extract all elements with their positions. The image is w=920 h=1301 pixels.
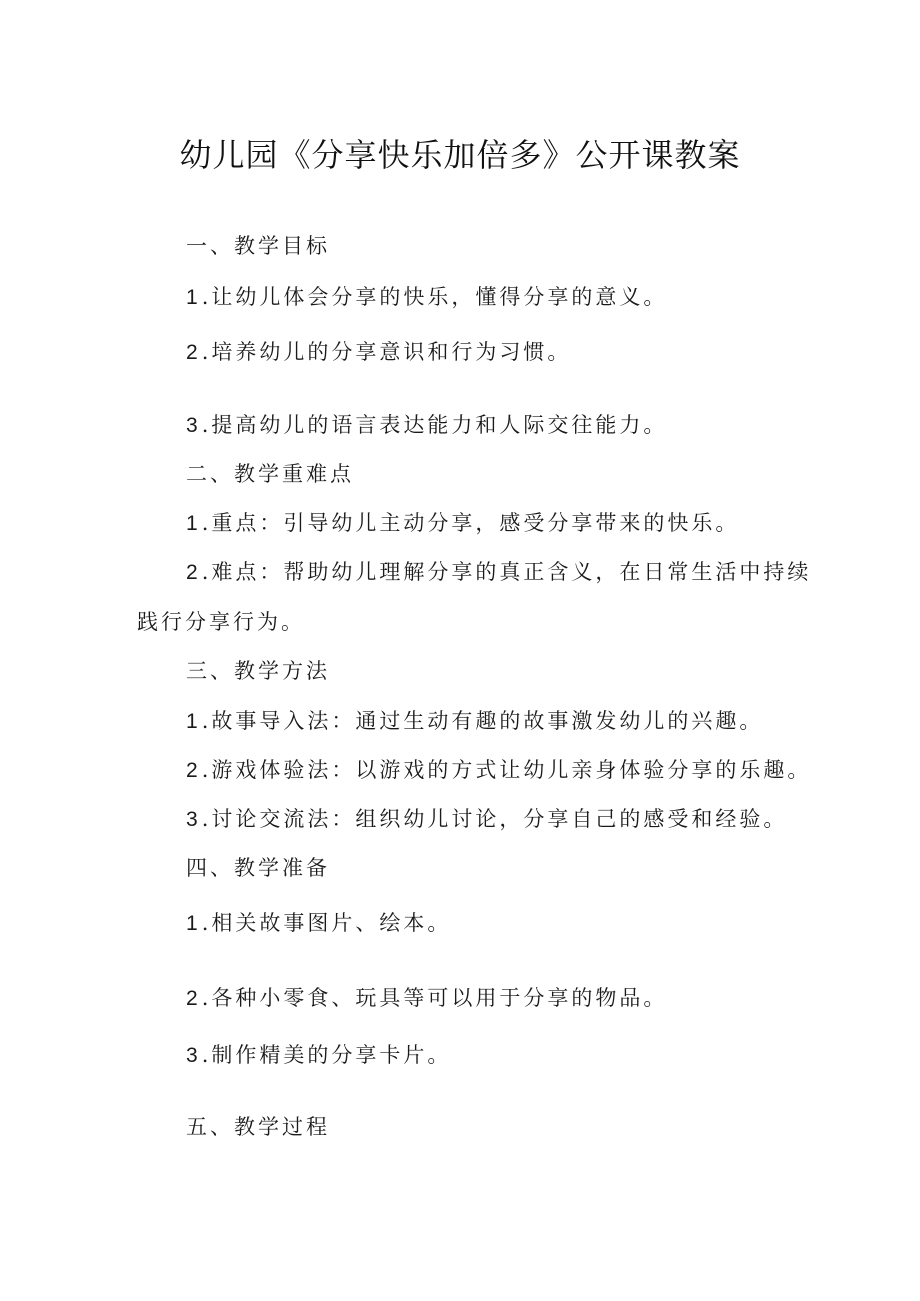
list-item: [186, 804, 787, 835]
section-heading: [186, 231, 330, 261]
line-text: 四、教学准备: [186, 856, 330, 880]
list-item: [186, 508, 739, 539]
line-text: 一、教学目标: [186, 234, 330, 258]
list-item: [186, 282, 667, 313]
item-number: 1: [186, 912, 198, 935]
document-title: 幼儿园《分享快乐加倍多》公开课教案: [179, 136, 741, 174]
list-item: [186, 410, 667, 441]
section-heading: [186, 853, 330, 883]
item-number: 1: [186, 512, 198, 535]
list-item: [186, 908, 451, 939]
line-text: .相关故事图片、绘本。: [201, 911, 452, 935]
item-number: 2: [186, 987, 198, 1010]
line-text: 三、教学方法: [186, 659, 330, 683]
line-text: 践行分享行为。: [137, 610, 305, 634]
item-number: 2: [186, 759, 198, 782]
line-text: .让幼儿体会分享的快乐，懂得分享的意义。: [201, 285, 668, 309]
line-text: .提高幼儿的语言表达能力和人际交往能力。: [201, 413, 668, 437]
line-text: .制作精美的分享卡片。: [201, 1043, 452, 1067]
line-text: .各种小零食、玩具等可以用于分享的物品。: [201, 986, 668, 1010]
item-number: 3: [186, 808, 198, 831]
item-number: 2: [186, 561, 198, 584]
list-item: [186, 337, 571, 368]
section-heading: [186, 1112, 330, 1142]
line-text: .讨论交流法：组织幼儿讨论，分享自己的感受和经验。: [201, 807, 788, 831]
list-item-continuation: [137, 607, 305, 637]
list-item: [186, 755, 811, 786]
item-number: 2: [186, 341, 198, 364]
line-text: .故事导入法：通过生动有趣的故事激发幼儿的兴趣。: [201, 709, 764, 733]
item-number: 3: [186, 414, 198, 437]
section-heading: [186, 656, 330, 686]
list-item: [186, 557, 811, 588]
line-text: .培养幼儿的分享意识和行为习惯。: [201, 340, 572, 364]
section-heading: [186, 459, 354, 489]
line-text: 二、教学重难点: [186, 462, 354, 486]
line-text: .游戏体验法：以游戏的方式让幼儿亲身体验分享的乐趣。: [201, 758, 812, 782]
line-text: .难点：帮助幼儿理解分享的真正含义，在日常生活中持续: [201, 560, 812, 584]
list-item: [186, 1040, 451, 1071]
item-number: 3: [186, 1044, 198, 1067]
list-item: [186, 706, 763, 737]
item-number: 1: [186, 710, 198, 733]
line-text: .重点：引导幼儿主动分享，感受分享带来的快乐。: [201, 511, 740, 535]
list-item: [186, 983, 667, 1014]
item-number: 1: [186, 286, 198, 309]
line-text: 五、教学过程: [186, 1115, 330, 1139]
